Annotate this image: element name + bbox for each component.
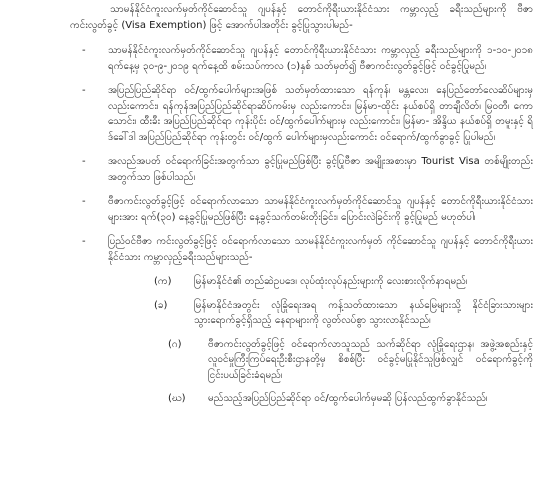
sub-item-marker: (ဂ): [168, 338, 182, 350]
bullet-dash: -: [82, 45, 86, 56]
sub-item-marker: (ခ): [154, 299, 168, 311]
sub-item: [22, 391, 533, 407]
sub-item: [22, 274, 533, 290]
list-item: [22, 83, 533, 145]
list-item: [22, 154, 533, 185]
sub-item-marker: (ဃ): [168, 393, 186, 404]
list-item-text: ပြည်ဝင်ဗီဇာ ကင်းလွတ်ခွင့်ဖြင့် ဝင်ရောက်လာသော သာမန်နိုင်ငံကူးလက်မှတ် ကိုင်ဆောင်သူ ဂျပန်နှင့် တောင်ကိုရီးယားနိုင်ငံသား ကမ္ဘာလှည့်ခရီးသည်များသည်-: [108, 236, 533, 263]
bullet-dash: -: [82, 85, 86, 96]
bullet-dash: -: [82, 156, 86, 167]
sub-item: [22, 298, 533, 329]
list-item-text: အပြည်ပြည်ဆိုင်ရာ ဝင်/ထွက်ပေါက်များအဖြစ် သတ်မှတ်ထားသော ရန်ကုန်၊ မန္တလေး၊ နေပြည်တော်လေဆိပ်များမှ လည်းကောင်း၊ ရန်ကုန်အပြည်ပြည်ဆိုင်ရာဆိပ်ကမ်းမှ လည်းကောင်း၊ မြန်မာ-ထိုင်း နယ်စပ်ရှိ တာချီလိတ်၊ မြဝတီ၊ ကောသောင်း၊ ထီးခီး အပြည်ပြည်ဆိုင်ရာ ကုန်းပိုင်း ဝင်/ထွက်ပေါက်များမှ လည်းကောင်း၊ မြန်မာ- အိန္ဒိယ နယ်စပ်ရှိ တမူးနှင့် ရိဒ်ခေါ်ဒါ အပြည်ပြည်ဆိုင်ရာ ကုန်းတွင်း ဝင်/ထွက် ပေါက်များမှလည်းကောင်း ဝင်ရောက်/ထွက်ခွာခွင့် ပြုပါမည်၊: [108, 85, 533, 143]
sub-item-marker: (က): [154, 276, 172, 287]
bullet-dash: -: [82, 236, 86, 247]
sub-item: [22, 337, 533, 384]
sub-item-text: မြန်မာနိုင်ငံ၏ တည်ဆဲဥပဒေ၊ လုပ်ထုံးလုပ်နည်းများကို လေးစားလိုက်နာရမည်၊: [194, 276, 468, 287]
sub-item-text: ဗီဇာကင်းလွတ်ခွင့်ဖြင့် ဝင်ရောက်လာသူသည် သက်ဆိုင်ရာ လုံခြုံရေးဌာန၊ အဖွဲ့အစည်းနှင့်လူဝင်မှုကြီးကြပ်ရေးဦးစီးဌာနတို့မှ စိစစ်ပြီး ဝင်ခွင့်မပြုနိုင်သူဖြစ်လျှင် ဝင်ရောက်ခွင့်ကို ငြင်းပယ်ခြင်းခံရမည်၊: [208, 338, 533, 381]
list-item-text: အလည်အပတ် ဝင်ရောက်ခြင်းအတွက်သာ ခွင့်ပြုမည်ဖြစ်ပြီး ခွင့်ပြုဗီဇာ အမျိုးအစားမှာ Tourist Visa တစ်မျိုးတည်းအတွက်သာ ဖြစ်ပါသည်၊: [108, 156, 533, 183]
list-item-text: သာမန်နိုင်ငံကူးလက်မှတ်ကိုင်ဆောင်သူ ဂျပန်နှင့် တောင်ကိုရီးယားနိုင်ငံသား ကမ္ဘာလှည့် ခရီးသည်များကို ၁-၁၀-၂၀၁၈ ရက်နေ့မှ ၃၀-၉-၂၀၁၉ ရက်နေ့ထိ စမ်းသပ်ကာလ (၁)နှစ် သတ်မှတ်၍ ဗီဇာကင်းလွတ်ခွင့်ဖြင့် ဝင်ခွင့်ပြုမည်၊: [108, 45, 533, 72]
list-item-text: ဗီဇာကင်းလွတ်ခွင့်ဖြင့် ဝင်ရောက်လာသော သာမန်နိုင်ငံကူးလက်မှတ်ကိုင်ဆောင်သူ ဂျပန်နှင့် တောင်ကိုရီးယားနိုင်ငံသားများအား ရက်(၃၀) နေ့ခွင့်ပြုမည်ဖြစ်ပြီး နေ့ခွင့်သက်တမ်းတိုးခြင်း၊ ပြောင်းလဲခြင်းကို ခွင့်ပြုမည် မဟုတ်ပါ၊: [108, 196, 533, 223]
sub-item-text: မည်သည့်အပြည်ပြည်ဆိုင်ရာ ဝင်/ထွက်ပေါက်မှမဆို ပြန်လည်ထွက်ခွာနိုင်သည်၊: [208, 393, 488, 404]
intro-paragraph: သာမန်နိုင်ငံကူးလက်မှတ်ကိုင်ဆောင်သူ ဂျပန်နှင့် တောင်ကိုရီးယားနိုင်ငံသား ကမ္ဘာလှည့် ခရီးသည်များကို ဗီဇာကင်းလွတ်ခွင့် (Visa Exemption) ဖြင့် အောက်ပါအတိုင်း ခွင့်ပြုသွားပါမည်-: [70, 4, 533, 31]
bullet-dash: -: [82, 196, 86, 207]
list-item: [22, 194, 533, 225]
list-item: [22, 234, 533, 265]
sub-item-text: မြန်မာနိုင်ငံအတွင်း လုံခြုံရေးအရ ကန့်သတ်ထားသော နယ်မြေများသို့ နိုင်ငံခြားသားများ သွားရောက်ခွင့်ရှိသည့် နေရာများကို လွတ်လပ်စွာ သွားလာနိုင်သည်၊: [194, 299, 533, 326]
list-item: [22, 43, 533, 74]
